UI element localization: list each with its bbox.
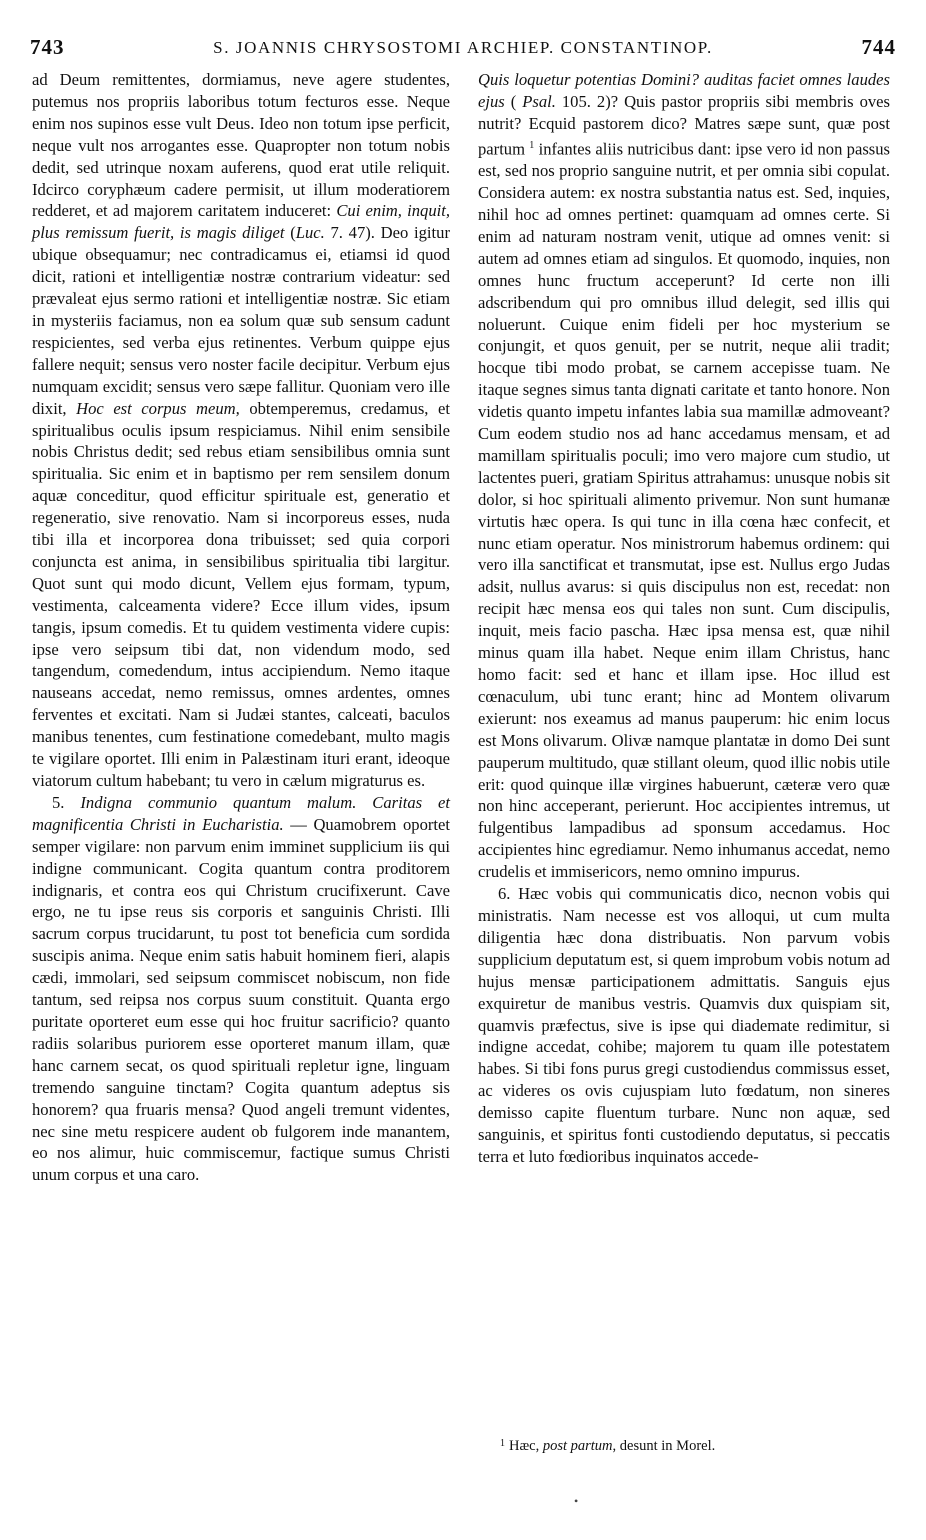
scripture-quote: Hoc est corpus meum,: [76, 398, 240, 418]
print-speck: •: [574, 1494, 579, 1508]
section-number: 5.: [52, 792, 81, 812]
paragraph-continued: [32, 69, 450, 792]
footnote-marker: 1: [529, 139, 535, 151]
paragraph-text: infantes aliis nutricibus dant: ipse vero id non passus est, sed nos proprio sanguine nutrit, et per omnia sibi copulat. Considera autem: ex nostra substantia natus est. Sed, inquies, nihil hoc ad omnes pertinet: quamquam ad omnes certe. Si enim ad naturam nostram venit, utique ad omnes venit: si autem ad omnes etiam ad singulos. Et quomodo, inquies, non omnes hunc fructum acceperunt? Id certe non illi adscribendum qui pro omnibus illud delegit, sed illis qui noluerunt. Cuique enim fideli per hoc mysterium se conjungit, et quos genuit, per se nutrit, neque alii tradit; hocque tibi modo probat, se carnem accepisse tuam. Ne itaque segnes simus tanta dignati caritate et tanto honore. Non videtis quanto impetu infantes labia sua mamillæ admoveant? Cum eodem studio nos ad hanc accedamus mensam, et ad mamillam spiritualis poculi; imo vero majore cum studio, ut lactentes pueri, gratiam Spiritus attrahamus: unusque nobis sit dolor, si hoc spirituali alimento privemur. Non sunt humanæ virtutis hæc opera. Is qui tunc in illa cœna hæc confecit, et nunc etiam operatur. Nos ministrorum habemus ordinem: qui vero illa sanctificat et transmutat, ipse est. Nullus ergo Judas adsit, nullus avarus: si quis discipulus non est, recedat: non recipit hæc mensa eos qui tales non sunt. Cum discipulis, inquit, meis facio pascha. Hæc ipsa mensa est, quæ nihil minus quam illa habet. Neque enim illam Christus, hanc homo facit: sed et hanc et illam ipse. Hoc illud est cœnaculum, ubi tunc erant; hinc ad Montem olivarum exierunt: nos exeamus ad manus pauperum: hic enim locus est Mons olivarum. Olivæ namque plantatæ in domo Dei sunt pauperum multitudo, quæ stillant oleum, quod illic nobis utile erit: quod quinque illæ virgines habuerunt, cæteræ vero quæ non hinc acceperant, perierunt. Hoc accipientes intremus, ut fulgentibus lampadibus ad sponsum accedamus. Hoc accipientes hinc egrediamur. Nemo inhumanus accedat, nemo crudelis et immisericors, nemo omnino impurus.: [478, 139, 890, 882]
running-header: [30, 35, 896, 57]
page-number-right: 744: [861, 35, 896, 59]
footnote-italic: post partum: [542, 1438, 613, 1454]
running-title: S. JOANNIS CHRYSOSTOMI ARCHIEP. CONSTANTINOP.: [213, 38, 713, 57]
paragraph-6: 6. Hæc vobis qui communicatis dico, necnon vobis qui ministratis. Nam necesse est vos alloqui, ut cum multa diligentia hæc dona distribuatis. Non parvum vobis supplicium deputatum est, si quem improbum vobis notum ad hujus mensæ participationem admittatis. Sanguis ejus exquiretur de manibus vestris. Quamvis dux quispiam sit, quamvis præfectus, sive is ipse qui diademate redimitur, si indigne accedat, cohibe; majorem tu quam ille potestatem habes. Si tibi fons purus gregi custodiendus commissus esset, ac videres os ovis cujuspiam luto fœdatum, non sineres demisso capite fluentum turbare. Nunc non aquæ, sed sanguinis, et spiritus fonti custodiendo deputatus, si peccatis terra et luto fœdioribus inquinatos accede-: [478, 884, 890, 1166]
paragraph-text: — Quamobrem oportet semper vigilare: non parvum enim imminet supplicium iis qui indigne communicant. Cogita quantum contra proditorem indignaris, et contra eos qui Christum crucifixerunt. Cave ergo, ne tu ipse reus sis corporis et sanguinis Christi. Illi sacrum corpus trucidarunt, tu post tot beneficia cum sordida suscipis anima. Neque enim satis habuit hominem fieri, alapis cædi, immolari, sed seipsum commiscet nobiscum, non fide tantum, sed reipsa nos corpus suum constituit. Quanta ergo puritate oporteret eum esse qui hoc fruitur sacrificio? quanto radiis solaribus puriorem esse oporteret manum illam, quæ hanc carnem secat, os quod spirituali repletur igne, linguam tremendo sanguine tinctam? Cogita quantum adeptus sis honorem? qua fruaris mensa? Quod angeli tremunt videntes, nec sine metu respicere audent ob fulgorem inde manantem, eo nos alimur, huic commiscemur, factique sumus Christi unum corpus et una caro.: [32, 814, 450, 1185]
paragraph-text: ad Deum remittentes, dormiamus, neve agere studentes, putemus nos propriis laboribus totum fecturos esse. Neque enim nos supinos esse vult Deus. Ideo non totum ipse perficit, neque vult nos arrogantes esse. Quapropter non totum nobis dedit, sed utrinque noxam auferens, quod erat utile reliquit. Idcirco coryphæum cadere permisit, ut illum moderatiorem redderet, et ad majorem caritatem induceret:: [32, 70, 450, 221]
section-heading: Indigna communio quantum malum. Caritas et magnificentia Christi in Eucharistia.: [32, 792, 450, 834]
scripture-quote: Quis loquetur potentias Domini? auditas faciet omnes laudes ejus: [478, 70, 890, 111]
left-column: [32, 69, 450, 1186]
paragraph-continued: [478, 69, 890, 883]
paragraph-text: 7. 47). Deo igitur ubique obsequamur; nec contradicamus ei, etiamsi id quod dicit, rationi et intelligentiæ nostræ contrarium videatur: sed prævaleat ejus sermo rationi et intelligentiæ nostræ. Sic etiam in mysteriis faciamus, non ea solum quæ sub sensum cadunt respicientes, sed verba ejus retinentes. Verbum quippe ejus fallere nequit; sensus vero noster facile decipitur. Verbum ejus numquam excidit; sensus vero sæpe fallitur. Quoniam vero ille dixit,: [32, 223, 450, 418]
footnote-text: , desunt in Morel.: [612, 1438, 716, 1454]
paragraph-text: 105. 2)? Quis pastor propriis sibi membris oves nutrit? Ecquid pastorem dico? Matres sæpe sunt, quæ post partum: [478, 91, 890, 159]
ref-open: (: [284, 223, 296, 243]
scripture-quote: Cui enim, inquit, plus remissum fuerit, is magis diliget: [32, 201, 450, 243]
footnote-text: Hæc,: [509, 1438, 543, 1454]
paragraph-text: obtemperemus, credamus, et spiritualibus oculis ipsum respiciamus. Nihil enim sensibile nobis Christus dedit; sed rebus etiam sensibilibus omnia sunt spiritualia. Sic enim et in baptismo per rem sensilem donum aquæ conceditur, quod efficitur spirituale est, generatio et regeneratio, sive renovatio. Nam si incorporeus esses, nuda tibi illa et incorporea dona tribuisset; sed quia corpori conjuncta est anima, in sensibilibus spiritualia tibi largitur. Quot sunt qui modo dicunt, Vellem ejus formam, typum, vestimenta, calceamenta videre? Ecce illum vides, ipsum tangis, ipsum comedis. Et tu quidem vestimenta videre cupis: ipse vero seipsum tibi dat, non videndum modo, sed tangendum, comedendum, intus accipiendum. Nemo itaque nauseans accedat, nemo remissus, omnes ardentes, omnes ferventes et excitati. Nam si Judæi stantes, calceati, baculos manibus tenentes, cum festinatione comedebant, multo magis te vigilare oportet. Illi enim in Palæstinam ituri erant, ideoque viatorum cultum habebant; tu vero in cælum migraturus es.: [32, 398, 450, 790]
scripture-reference: Luc.: [295, 223, 325, 243]
ref-open: (: [504, 91, 523, 111]
page-number-left: 743: [30, 35, 65, 59]
footnote: [500, 1435, 715, 1455]
scripture-reference: Psal.: [522, 91, 556, 111]
paragraph-5: [32, 792, 450, 1186]
right-column: [478, 69, 890, 1168]
footnote-number: 1: [500, 1438, 505, 1449]
